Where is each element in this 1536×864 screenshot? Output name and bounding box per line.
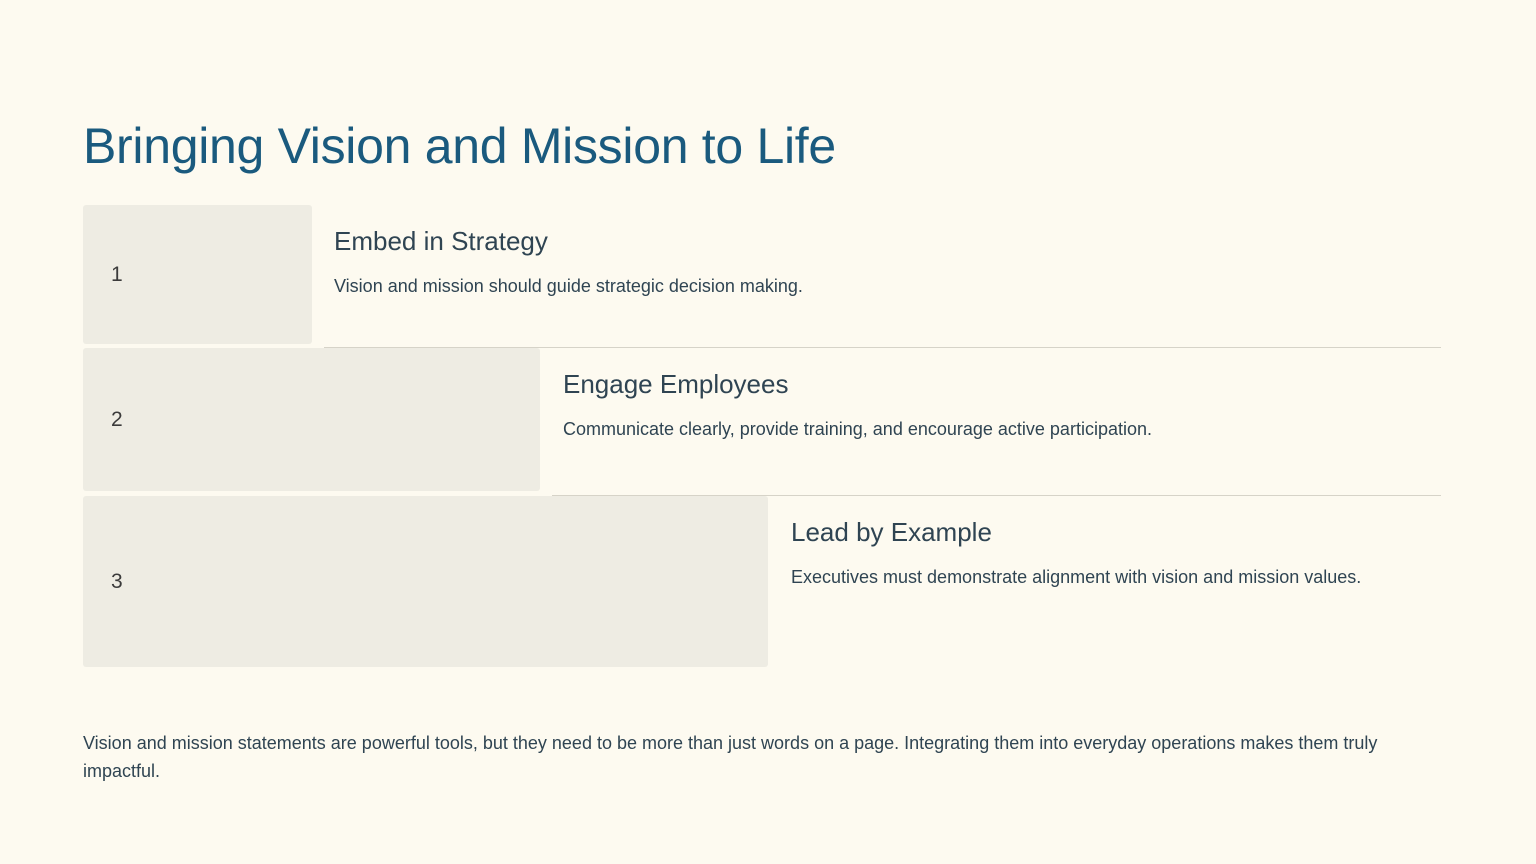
step-description-2: Communicate clearly, provide training, and encourage active participation. [563, 419, 1152, 440]
step-heading-1: Embed in Strategy [334, 226, 548, 256]
steps-list [83, 205, 1441, 672]
step-heading-2: Engage Employees [563, 369, 789, 399]
step-content-2 [563, 348, 1441, 444]
step-number-box-2 [83, 348, 540, 491]
step-heading-3: Lead by Example [791, 517, 992, 547]
list-item [83, 348, 1441, 496]
list-item [83, 205, 1441, 348]
step-content-1 [334, 205, 1441, 301]
page-title: Bringing Vision and Mission to Life [83, 117, 836, 174]
step-description-1: Vision and mission should guide strategic decision making. [334, 276, 803, 297]
step-number-box-3 [83, 496, 768, 667]
list-item [83, 496, 1441, 672]
step-number-box-1 [83, 205, 312, 344]
step-description-3: Executives must demonstrate alignment with vision and mission values. [791, 567, 1362, 588]
step-content-3 [791, 496, 1441, 592]
step-number-2: 2 [111, 407, 123, 431]
step-number-1: 1 [111, 262, 123, 286]
step-number-3: 3 [111, 569, 123, 593]
footer-note: Vision and mission statements are powerful tools, but they need to be more than just words on a page. Integrating them into everyday operations makes them truly impactful. [83, 733, 1378, 781]
